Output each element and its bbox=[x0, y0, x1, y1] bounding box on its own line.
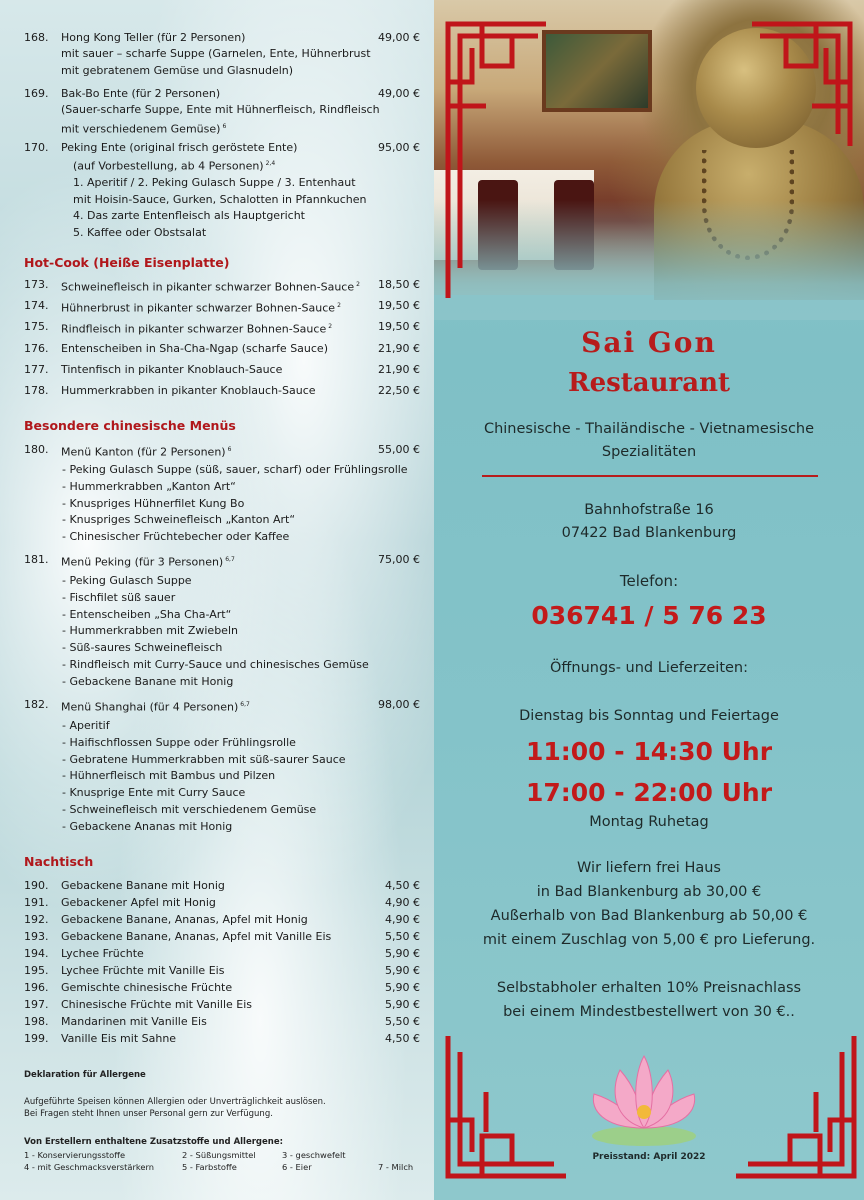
item-name: Gebackene Banane mit Honig bbox=[61, 879, 225, 892]
phone-label: Telefon: bbox=[619, 572, 679, 590]
restaurant-name: Sai Gon bbox=[581, 326, 717, 359]
item-number: 190. bbox=[24, 879, 49, 892]
menu-course: - Gebackene Ananas mit Honig bbox=[62, 819, 233, 833]
ornament-top-right-icon bbox=[746, 18, 856, 148]
item-number: 169. bbox=[24, 87, 49, 100]
menu-course: - Peking Gulasch Suppe bbox=[62, 574, 192, 587]
delivery-info: mit einem Zuschlag von 5,00 € pro Lieferung. bbox=[482, 932, 816, 948]
item-number: 180. bbox=[24, 443, 49, 456]
item-number: 181. bbox=[24, 553, 49, 566]
additive-code: 1 - Konservierungsstoffe bbox=[24, 1150, 126, 1160]
menu-course: - Fischfilet süß sauer bbox=[62, 590, 176, 604]
item-description: mit gebratenem Gemüse und Glasnudeln) bbox=[61, 63, 294, 77]
item-name bbox=[61, 277, 391, 296]
item-description: (Sauer-scharfe Suppe, Ente mit Hühnerfleisch, Rindfleisch bbox=[61, 103, 380, 116]
hotcook-list bbox=[0, 277, 434, 404]
menu-item-168 bbox=[0, 30, 434, 79]
menu-course: - Knuspriges Schweinefleisch „Kanton Art“ bbox=[62, 513, 296, 527]
menu-course: - Haifischflossen Suppe oder Frühlingsrolle bbox=[62, 735, 296, 749]
ornament-top-left-icon bbox=[442, 18, 552, 298]
item-description: 5. Kaffee oder Obstsalat bbox=[73, 226, 207, 240]
menu-item-195 bbox=[0, 963, 434, 980]
phone-number: 036741 / 5 76 23 bbox=[531, 601, 767, 630]
lotus-flower-icon bbox=[584, 1050, 704, 1150]
menu-course: - Gebackene Banane mit Honig bbox=[62, 674, 234, 688]
item-number: 192. bbox=[24, 913, 49, 926]
item-price: 21,90 € bbox=[378, 341, 420, 355]
item-price: 5,90 € bbox=[385, 964, 420, 977]
item-price: 22,50 € bbox=[378, 383, 420, 397]
opening-hours-1: 11:00 - 14:30 Uhr bbox=[525, 737, 773, 766]
additive-code: 5 - Farbstoffe bbox=[182, 1162, 237, 1172]
divider-line bbox=[482, 475, 818, 477]
item-number: 174. bbox=[24, 299, 49, 313]
closed-day: Montag Ruhetag bbox=[589, 814, 709, 830]
allergen-sup: 2 bbox=[337, 302, 341, 310]
section-title-hotcook: Hot-Cook (Heiße Eisenplatte) bbox=[24, 255, 230, 270]
item-number: 195. bbox=[24, 964, 49, 977]
allergen-sup: 2 bbox=[328, 323, 333, 331]
item-number: 168. bbox=[24, 31, 49, 44]
delivery-info: Wir liefern frei Haus bbox=[577, 860, 721, 876]
menu-course: - Knusprige Ente mit Curry Sauce bbox=[62, 786, 246, 800]
menu-course: - Chinesischer Früchtebecher oder Kaffee bbox=[62, 530, 290, 544]
pickup-discount: bei einem Mindestbestellwert von 30 €.. bbox=[503, 1004, 795, 1020]
additives-title: Von Erstellern enthaltene Zusatzstoffe und Allergene: bbox=[24, 1137, 283, 1147]
item-name: Lychee Früchte mit Vanille Eis bbox=[61, 964, 225, 977]
specialties-line: Spezialitäten bbox=[601, 444, 697, 460]
item-number: 176. bbox=[24, 341, 49, 355]
menu-item-175 bbox=[0, 319, 434, 340]
menu-item-199 bbox=[0, 1031, 434, 1048]
item-price: 75,00 € bbox=[378, 553, 420, 566]
item-name: Vanille Eis mit Sahne bbox=[61, 1032, 177, 1045]
item-name: Hummerkrabben in pikanter Knoblauch-Sauce bbox=[61, 383, 316, 397]
menu-course: - Entenscheiben „Sha Cha-Art“ bbox=[62, 607, 232, 621]
menu-item-191 bbox=[0, 895, 434, 912]
allergen-sup: 6,7 bbox=[240, 701, 250, 708]
item-name: Peking Ente (original frisch geröstete Ente) bbox=[61, 141, 298, 154]
opening-hours-2: 17:00 - 22:00 Uhr bbox=[525, 778, 773, 807]
item-price: 5,90 € bbox=[385, 981, 420, 994]
item-name bbox=[61, 442, 391, 461]
item-price: 95,00 € bbox=[378, 141, 420, 154]
menu-item-170 bbox=[0, 140, 434, 242]
item-number: 173. bbox=[24, 278, 49, 291]
allergy-note: Aufgeführte Speisen können Allergien oder Unverträglichkeit auslösen. bbox=[24, 1097, 326, 1107]
item-number: 177. bbox=[24, 362, 49, 376]
item-price: 21,90 € bbox=[378, 362, 420, 376]
item-price: 5,90 € bbox=[385, 998, 420, 1011]
item-description-text: mit verschiedenem Gemüse) bbox=[61, 122, 221, 136]
item-name bbox=[61, 298, 391, 317]
item-price: 19,50 € bbox=[378, 320, 420, 334]
item-price: 4,50 € bbox=[385, 1032, 420, 1045]
item-number: 170. bbox=[24, 141, 49, 154]
menu-item-180 bbox=[0, 442, 434, 546]
menu-item-169 bbox=[0, 86, 434, 138]
section-title-dessert: Nachtisch bbox=[24, 854, 94, 869]
item-price: 5,50 € bbox=[385, 1015, 420, 1028]
item-name: Gebackene Banane, Ananas, Apfel mit Vanille Eis bbox=[61, 930, 332, 943]
menu-course: - Knuspriges Hühnerfilet Kung Bo bbox=[62, 496, 245, 510]
allergen-sup: 2 bbox=[356, 281, 360, 288]
item-price: 5,90 € bbox=[385, 947, 420, 960]
item-number: 178. bbox=[24, 383, 49, 397]
cuisine-line: Chinesische - Thailändische - Vietnamesische bbox=[483, 421, 815, 437]
item-price: 19,50 € bbox=[378, 299, 420, 313]
item-description: 1. Aperitif / 2. Peking Gulasch Suppe / 3. Entenhaut bbox=[73, 176, 356, 190]
menu-item-173 bbox=[0, 277, 434, 298]
menu-item-190 bbox=[0, 878, 434, 895]
pickup-discount: Selbstabholer erhalten 10% Preisnachlass bbox=[496, 980, 802, 996]
item-name: Entenscheiben in Sha-Cha-Ngap (scharfe Sauce) bbox=[61, 341, 328, 355]
item-name-text: Menü Peking (für 3 Personen) bbox=[61, 555, 224, 569]
photo-painting bbox=[542, 30, 652, 112]
menu-item-196 bbox=[0, 980, 434, 997]
item-name: Gebackene Banane, Ananas, Apfel mit Honig bbox=[61, 913, 308, 926]
item-name: Lychee Früchte bbox=[61, 947, 144, 960]
item-price: 4,90 € bbox=[385, 896, 420, 909]
menu-course: - Gebratene Hummerkrabben mit süß-saurer Sauce bbox=[62, 752, 346, 766]
item-price: 49,00 € bbox=[378, 31, 420, 44]
item-name-text: Schweinefleisch in pikanter schwarzer Bohnen-Sauce bbox=[61, 280, 355, 294]
item-name: Bak-Bo Ente (für 2 Personen) bbox=[61, 87, 221, 100]
item-description-text: (auf Vorbestellung, ab 4 Personen) bbox=[73, 159, 264, 173]
hours-label: Öffnungs- und Lieferzeiten: bbox=[549, 660, 749, 676]
menu-course: - Aperitif bbox=[62, 719, 110, 732]
additive-code: 4 - mit Geschmacksverstärkern bbox=[24, 1162, 154, 1172]
menu-course: - Hummerkrabben „Kanton Art“ bbox=[62, 479, 236, 493]
item-description bbox=[0, 156, 434, 175]
menu-course: - Rindfleisch mit Curry-Sauce und chinesisches Gemüse bbox=[62, 657, 369, 671]
item-number: 193. bbox=[24, 930, 49, 943]
item-price: 4,90 € bbox=[385, 913, 420, 926]
item-name bbox=[61, 697, 391, 716]
item-description: mit sauer – scharfe Suppe (Garnelen, Ente, Hühnerbrust bbox=[61, 47, 371, 60]
item-name: Chinesische Früchte mit Vanille Eis bbox=[61, 998, 253, 1011]
item-name bbox=[61, 552, 391, 571]
allergen-sup: 6 bbox=[227, 446, 232, 453]
item-description: 4. Das zarte Entenfleisch als Hauptgericht bbox=[73, 209, 305, 223]
item-number: 197. bbox=[24, 998, 49, 1011]
additive-code: 3 - geschwefelt bbox=[282, 1150, 346, 1160]
item-price: 5,50 € bbox=[385, 930, 420, 943]
menu-course: - Süß-saures Schweinefleisch bbox=[62, 641, 223, 655]
menu-item-194 bbox=[0, 946, 434, 963]
section-title-menus: Besondere chinesische Menüs bbox=[24, 418, 236, 433]
menu-item-198 bbox=[0, 1014, 434, 1031]
info-right-panel bbox=[434, 0, 864, 1200]
menu-course: - Hummerkrabben mit Zwiebeln bbox=[62, 624, 238, 638]
item-name: Gebackener Apfel mit Honig bbox=[61, 896, 216, 909]
item-name-text: Rindfleisch in pikanter schwarzer Bohnen-Sauce bbox=[61, 323, 327, 337]
additive-code: 6 - Eier bbox=[282, 1162, 312, 1172]
item-name-text: Menü Shanghai (für 4 Personen) bbox=[61, 700, 239, 714]
allergy-title: Deklaration für Allergene bbox=[24, 1070, 146, 1080]
item-number: 199. bbox=[24, 1032, 49, 1045]
allergen-sup: 2,4 bbox=[265, 160, 276, 167]
menu-item-174 bbox=[0, 298, 434, 319]
delivery-info: Außerhalb von Bad Blankenburg ab 50,00 € bbox=[490, 908, 808, 924]
price-date: Preisstand: April 2022 bbox=[592, 1152, 706, 1162]
menu-item-177 bbox=[0, 362, 434, 383]
allergy-note: Bei Fragen steht Ihnen unser Personal gern zur Verfügung. bbox=[24, 1109, 273, 1119]
item-number: 198. bbox=[24, 1015, 49, 1028]
item-description: mit Hoisin-Sauce, Gurken, Schalotten in Pfannkuchen bbox=[73, 192, 367, 206]
item-number: 175. bbox=[24, 320, 49, 334]
delivery-info: in Bad Blankenburg ab 30,00 € bbox=[536, 884, 762, 900]
item-name: Tintenfisch in pikanter Knoblauch-Sauce bbox=[61, 362, 283, 376]
menu-item-192 bbox=[0, 912, 434, 929]
item-price: 98,00 € bbox=[378, 698, 420, 711]
restaurant-subtitle: Restaurant bbox=[567, 368, 730, 398]
menu-course: - Peking Gulasch Suppe (süß, sauer, scharf) oder Frühlingsrolle bbox=[62, 463, 408, 476]
item-price: 4,50 € bbox=[385, 879, 420, 892]
menu-course: - Schweinefleisch mit verschiedenem Gemüse bbox=[62, 802, 317, 816]
open-days: Dienstag bis Sonntag und Feiertage bbox=[519, 708, 779, 724]
item-number: 182. bbox=[24, 698, 49, 711]
item-name: Mandarinen mit Vanille Eis bbox=[61, 1015, 207, 1028]
menu-course: - Hühnerfleisch mit Bambus und Pilzen bbox=[62, 769, 276, 783]
item-name-text: Hühnerbrust in pikanter schwarzer Bohnen-Sauce bbox=[61, 301, 336, 315]
item-price: 55,00 € bbox=[378, 443, 420, 456]
item-name: Gemischte chinesische Früchte bbox=[61, 981, 233, 994]
address-city: 07422 Bad Blankenburg bbox=[561, 525, 737, 541]
additive-code: 7 - Milch bbox=[378, 1162, 414, 1172]
menu-item-193 bbox=[0, 929, 434, 946]
menu-item-197 bbox=[0, 997, 434, 1014]
item-number: 191. bbox=[24, 896, 49, 909]
allergen-sup: 6 bbox=[222, 122, 227, 130]
address-street: Bahnhofstraße 16 bbox=[584, 502, 714, 518]
item-number: 196. bbox=[24, 981, 49, 994]
menu-item-176 bbox=[0, 341, 434, 362]
item-name bbox=[61, 319, 391, 338]
menu-item-178 bbox=[0, 383, 434, 404]
item-name-text: Menü Kanton (für 2 Personen) bbox=[61, 445, 226, 459]
menu-item-182 bbox=[0, 697, 434, 836]
item-price: 18,50 € bbox=[378, 278, 420, 291]
item-description bbox=[0, 119, 434, 138]
menu-item-181 bbox=[0, 552, 434, 691]
item-number: 194. bbox=[24, 947, 49, 960]
dessert-list bbox=[0, 878, 434, 1048]
additive-code: 2 - Süßungsmittel bbox=[182, 1150, 256, 1160]
item-price: 49,00 € bbox=[378, 87, 420, 100]
item-name: Hong Kong Teller (für 2 Personen) bbox=[61, 31, 246, 44]
allergen-sup: 6,7 bbox=[225, 556, 235, 563]
